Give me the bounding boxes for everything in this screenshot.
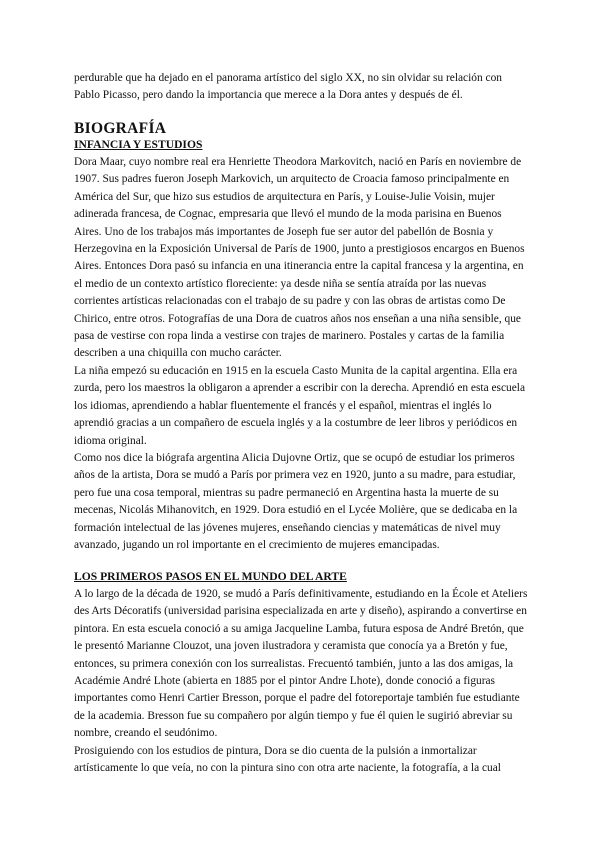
- paragraph: A lo largo de la década de 1920, se mudó a París definitivamente, estudiando en la École et Ateliers des Arts Décoratifs (universidad parisina especializada en arte y diseño), aspirando a convertirse en pintora. En esta escuela conoció a su amiga Jacqueline Lamba, futura esposa de André Bretón, que le presentó Marianne Clouzot, una joven ilustradora y ceramista que conocía ya a Bretón y fue, entonces, su primera conexión con los surrealistas. Frecuentó también, junto a las dos amigas, la Académie André Lhote (abierta en 1885 por el pintor Andre Lhote), donde conoció a figuras importantes como Henri Cartier Bresson, porque el padre del fotoreportaje también fue estudiante de la academia. Bresson fue su compañero por algún tiempo y fue él quien le sugirió abreviar su nombre, creando el seudónimo.: [74, 588, 528, 740]
- paragraph: La niña empezó su educación en 1915 en la escuela Casto Munita de la capital argentina. Ella era zurda, pero los maestros la obligaron a aprender a escribir con la derecha. Aprendió en esta escuela los idiomas, aprendiendo a hablar fluentemente el francés y el español, mientras el inglés lo aprendió gracias a un compañero de escuela inglés y a la costumbre de leer libros y periódicos en idioma original.: [74, 364, 525, 447]
- paragraph: Dora Maar, cuyo nombre real era Henriette Theodora Markovitch, nació en París en noviembre de 1907. Sus padres fueron Joseph Markovich, un arquitecto de Croacia famoso principalmente en América del Sur, que hizo sus estudios de arquitectura en París, y Louise-Julie Voisin, mujer adinerada francesa, de Cognac, empresaria que llevó el mundo de la moda parisina en Buenos Aires. Uno de los trabajos más importantes de Joseph fue ser autor del pabellón de Bosnia y Herzegovina en la Exposición Universal de París de 1900, junto a prestigiosos encargos en Buenos Aires. Entonces Dora pasó su infancia en una itinerancia entre la capital francesa y la argentina, en el medio de un contexto artístico floreciente: ya desde niña se sentía atraída por las nuevas corrientes artísticas relacionadas con el trabajo de su padre y con las obras de artistas como De Chirico, entre otros. Fotografías de una Dora de cuatros años nos enseñan a una niña sensible, que pasa de vestirse con ropa linda a vestirse con trajes de marinero. Postales y cartas de la familia describen a una chiquilla con mucho carácter.: [74, 156, 525, 360]
- paragraph: Como nos dice la biógrafa argentina Alicia Dujovne Ortiz, que se ocupó de estudiar los primeros años de la artista, Dora se mudó a París por primera vez en 1920, junto a su madre, para estudiar, pero fue una cosa temporal, mientras su padre permaneció en Argentina hasta la muerte de su mecenas, Nicolás Mihanovitch, en 1929. Dora estudió en el Lycée Molière, que se dedicaba en la formación intelectual de las jóvenes mujeres, enseñando ciencias y matemáticas de nivel muy avanzado, jugando un rol importante en el crecimiento de mujeres emancipadas.: [74, 451, 518, 551]
- section-first-steps-body: [74, 586, 530, 777]
- biography-heading: BIOGRAFÍA: [74, 120, 167, 137]
- section-title-first-steps: LOS PRIMEROS PASOS EN EL MUNDO DEL ARTE: [74, 570, 347, 583]
- paragraph: Prosiguiendo con los estudios de pintura, Dora se dio cuenta de la pulsión a inmortalizar artísticamente lo que veía, no con la pintura sino con otra arte naciente, la fotografía, a la cual: [74, 744, 501, 775]
- intro-paragraph: perdurable que ha dejado en el panorama artístico del siglo XX, no sin olvidar su relación con Pablo Picasso, pero dando la importancia que merece a la Dora antes y después de él.: [74, 72, 502, 102]
- section-title-childhood: INFANCIA Y ESTUDIOS: [74, 138, 203, 151]
- section-childhood-body: [74, 154, 530, 554]
